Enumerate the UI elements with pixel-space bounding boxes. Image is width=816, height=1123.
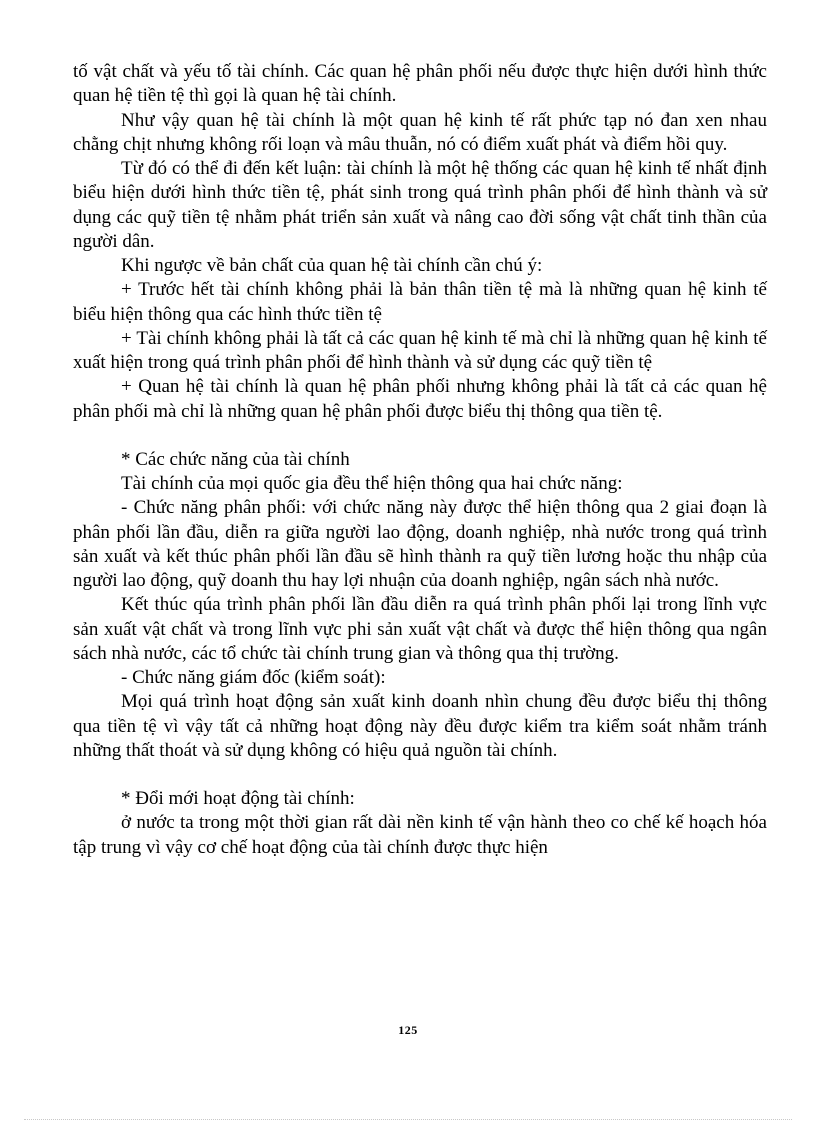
paragraph: Mọi quá trình hoạt động sản xuất kinh doanh nhìn chung đều được biểu thị thông qua tiền tệ vì vậy tất cả những hoạt động này đều được kiểm tra kiểm soát nhằm tránh những thất thoát và sử dụng không có hiệu quả nguồn tài chính.	[73, 691, 767, 761]
section-heading: * Đổi mới hoạt động tài chính:	[121, 788, 355, 809]
paragraph: Khi ngược về bản chất của quan hệ tài chính cần chú ý:	[121, 255, 543, 276]
paragraph: Như vậy quan hệ tài chính là một quan hệ kinh tế rất phức tạp nó đan xen nhau chằng chịt nhưng không rối loạn và mâu thuẫn, nó có điểm xuất phát và điểm hồi quy.	[73, 109, 767, 155]
list-item: + Quan hệ tài chính là quan hệ phân phối nhưng không phải là tất cả các quan hệ phân phối mà chỉ là những quan hệ phân phối được biểu thị thông qua tiền tệ.	[73, 376, 767, 422]
list-item: + Trước hết tài chính không phải là bản thân tiền tệ mà là những quan hệ kinh tế biểu hiện thông qua các hình thức tiền tệ	[73, 279, 767, 325]
paragraph: Từ đó có thể đi đến kết luận: tài chính là một hệ thống các quan hệ kinh tế nhất định biểu hiện dưới hình thức tiền tệ, phát sinh trong quá trình phân phối để hình thành và sử dụng các quỹ tiền tệ nhằm phát triển sản xuất và nâng cao đời sống vật chất tinh thần của người dân.	[73, 158, 767, 252]
paragraph: ở nước ta trong một thời gian rất dài nền kinh tế vận hành theo co chế kế hoạch hóa tập trung vì vậy cơ chế hoạt động của tài chính được thực hiện	[73, 812, 767, 858]
paragraph: Kết thúc qúa trình phân phối lần đầu diễn ra quá trình phân phối lại trong lĩnh vực sản xuất vật chất và trong lĩnh vực phi sản xuất vật chất và được thể hiện thông qua ngân sách nhà nước, các tổ chức tài chính trung gian và thông qua thị trường.	[73, 594, 767, 664]
section-heading: * Các chức năng của tài chính	[121, 448, 350, 470]
paragraph-spacer	[73, 424, 767, 448]
paragraph: tố vật chất và yếu tố tài chính. Các quan hệ phân phối nếu được thực hiện dưới hình thức quan hệ tiền tệ thì gọi là quan hệ tài chính.	[73, 61, 767, 107]
paragraph: - Chức năng phân phối: với chức năng này được thể hiện thông qua 2 giai đoạn là phân phối lần đầu, diễn ra giữa người lao động, doanh nghiệp, nhà nước trong quá trình sản xuất và kết thúc phân phối lần đầu sẽ hình thành ra quỹ tiền lương hoặc thu nhập của người lao động, quỹ doanh thu hay lợi nhuận của doanh nghiệp, ngân sách nhà nước.	[73, 497, 767, 591]
paragraph-spacer	[73, 763, 767, 787]
paragraph: Tài chính của mọi quốc gia đều thể hiện thông qua hai chức năng:	[121, 473, 623, 494]
page-number: 125	[398, 1023, 418, 1037]
body-text	[73, 60, 767, 860]
list-item: + Tài chính không phải là tất cả các quan hệ kinh tế mà chỉ là những quan hệ kinh tế xuất hiện trong quá trình phân phối để hình thành và sử dụng các quỹ tiền tệ	[73, 327, 767, 373]
page-bottom-divider	[24, 1119, 792, 1120]
subsection-heading: - Chức năng giám đốc (kiểm soát):	[121, 667, 386, 688]
